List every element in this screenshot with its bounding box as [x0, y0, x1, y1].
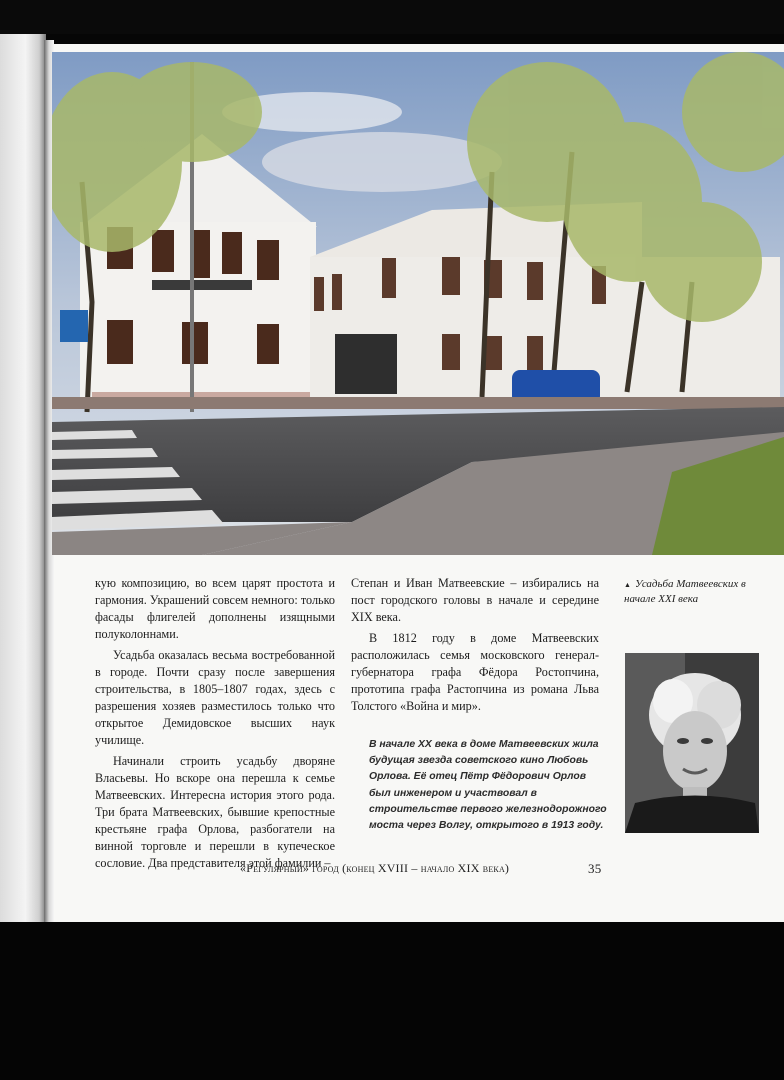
- caption-text: Усадьба Матвеевских в начале XXI века: [624, 578, 746, 605]
- text-column-2: [351, 575, 599, 715]
- paragraph: Степан и Иван Матвеевские – избирались на пост городского головы в начале и середине XIX века.: [351, 576, 599, 624]
- page-number: 35: [588, 861, 602, 876]
- paragraph: Начинали строить усадьбу дворяне Власьевы. Но вскоре она перешла к семье Матвеевских. Интересна история этого рода. Три брата Матвеевских, бывшие крепостные крестьяне графа Орлова, разбогатели на винной торговле и перешли в купеческое сословие. Два представителя этой фамилии –: [95, 754, 335, 870]
- sidebar-note: В начале XX века в доме Матвеевских жила будущая звезда советского кино Любовь Орлова. Её отец Пётр Фёдорович Орлов был инженером и участвовал в строительстве первого железнодорожного моста через Волгу, открытого в 1913 году.: [369, 739, 607, 832]
- paragraph: В 1812 году в доме Матвеевских расположилась семья московского генерал-губернатора графа Фёдора Ростопчина, прототипа графа Растопчина из романа Льва Толстого «Война и мир».: [351, 631, 599, 713]
- left-page-edge: [0, 34, 46, 922]
- text-column-1: [95, 575, 335, 872]
- paragraph: Усадьба оказалась весьма востребованной в городе. Почти сразу после завершения строительства, в 1805–1807 годах, здесь с разрешения хозяев разместилось только что открытое Демидовское высших наук училище.: [95, 648, 335, 747]
- manor-photo: [52, 52, 784, 555]
- running-title: «Регулярный» город (конец XVIII – начало XIX века): [240, 861, 510, 875]
- running-footer: [240, 861, 620, 876]
- caption-triangle-icon: ▲: [624, 581, 631, 589]
- paragraph: кую композицию, во всем царят простота и гармония. Украшений совсем немного: только фасады флигелей дополнены изящными полуколоннами.: [95, 576, 335, 641]
- photo-caption: [624, 578, 774, 606]
- portrait-photo: [625, 653, 759, 833]
- scan-bottom-border: [0, 922, 784, 1080]
- scan-top-border: [0, 0, 784, 34]
